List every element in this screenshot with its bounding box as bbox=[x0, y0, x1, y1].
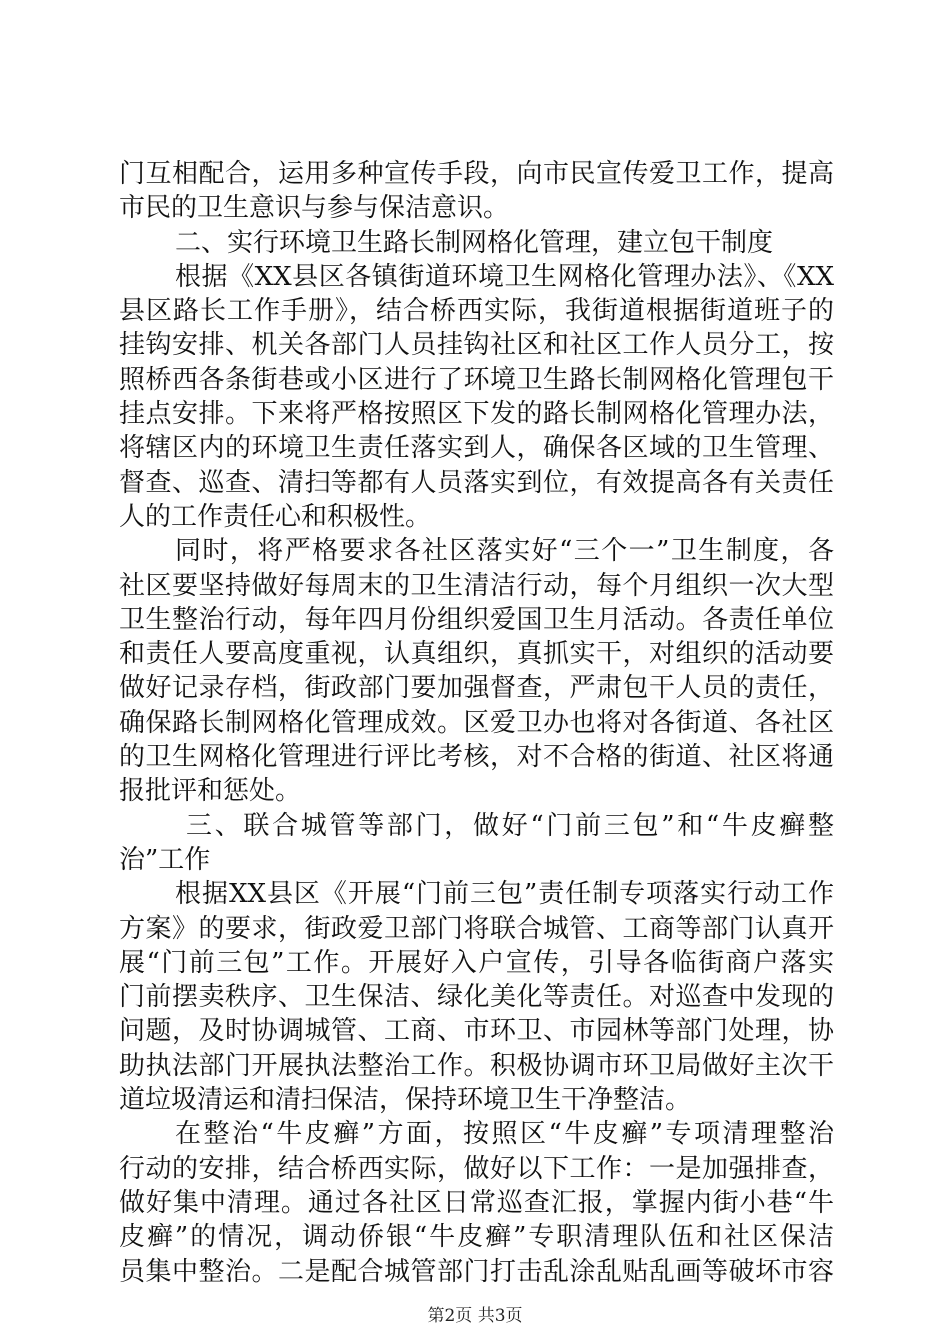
text-line: 道垃圾清运和清扫保洁，保持环境卫生干净整洁。 bbox=[119, 1085, 692, 1116]
section-heading-3: 三、联合城管等部门，做好“门前三包”和“牛皮癣整 bbox=[186, 810, 834, 841]
text-line: 皮癣”的情况，调动侨银“牛皮癣”专职清理队伍和社区保洁 bbox=[119, 1222, 834, 1253]
text-line: 做好记录存档，街政部门要加强督查，严肃包干人员的责任， bbox=[119, 673, 834, 704]
text-line: 县区路长工作手册》，结合桥西实际，我街道根据街道班子的 bbox=[119, 296, 834, 327]
text-line: 挂钩安排、机关各部门人员挂钩社区和社区工作人员分工，按 bbox=[119, 330, 834, 361]
text-line: 挂点安排。下来将严格按照区下发的路长制网格化管理办法， bbox=[119, 399, 834, 430]
text-line: 根据《XX县区各镇街道环境卫生网格化管理办法》、《XX bbox=[175, 261, 834, 292]
text-line: 方案》的要求，街政爱卫部门将联合城管、工商等部门认真开 bbox=[119, 913, 834, 944]
text-line: 展“门前三包”工作。开展好入户宣传，引导各临街商户落实 bbox=[119, 947, 834, 978]
text-line: 做好集中清理。通过各社区日常巡查汇报，掌握内街小巷“牛 bbox=[119, 1187, 834, 1218]
text-line: 问题，及时协调城管、工商、市环卫、市园林等部门处理，协 bbox=[119, 1016, 834, 1047]
text-line: 照桥西各条街巷或小区进行了环境卫生路长制网格化管理包干 bbox=[119, 364, 834, 395]
text-line: 门互相配合，运用多种宣传手段，向市民宣传爱卫工作，提高 bbox=[119, 159, 834, 189]
page-number: 第2页 共3页 bbox=[427, 1306, 523, 1326]
text-line: 员集中整治。二是配合城管部门打击乱涂乱贴乱画等破坏市容 bbox=[119, 1256, 834, 1287]
text-line: 根据XX县区《开展“门前三包”责任制专项落实行动工作 bbox=[175, 879, 834, 910]
text-line: 将辖区内的环境卫生责任落实到人，确保各区域的卫生管理、 bbox=[119, 433, 834, 464]
text-line: 在整治“牛皮癣”方面，按照区“牛皮癣”专项清理整治 bbox=[175, 1119, 834, 1150]
text-line: 市民的卫生意识与参与保洁意识。 bbox=[119, 193, 510, 224]
text-line: 督查、巡查、清扫等都有人员落实到位，有效提高各有关责任 bbox=[119, 467, 834, 498]
text-line: 同时，将严格要求各社区落实好“三个一”卫生制度，各 bbox=[175, 536, 834, 567]
text-line: 行动的安排，结合桥西实际，做好以下工作：一是加强排查， bbox=[119, 1153, 834, 1184]
text-line: 门前摆卖秩序、卫生保洁、绿化美化等责任。对巡查中发现的 bbox=[119, 982, 834, 1013]
text-line: 卫生整治行动，每年四月份组织爱国卫生月活动。各责任单位 bbox=[119, 604, 834, 635]
text-line: 社区要坚持做好每周末的卫生清洁行动，每个月组织一次大型 bbox=[119, 570, 834, 601]
text-line: 人的工作责任心和积极性。 bbox=[119, 501, 432, 532]
body-text bbox=[119, 157, 834, 1289]
page-footer bbox=[0, 1301, 950, 1326]
section-heading-2: 二、实行环境卫生路长制网格化管理，建立包干制度 bbox=[175, 227, 774, 258]
text-line: 和责任人要高度重视，认真组织，真抓实干，对组织的活动要 bbox=[119, 639, 834, 670]
text-line: 报批评和惩处。 bbox=[119, 776, 302, 807]
text-line: 的卫生网格化管理进行评比考核，对不合格的街道、社区将通 bbox=[119, 742, 834, 773]
section-heading-3-cont: 治”工作 bbox=[119, 844, 211, 875]
text-line: 确保路长制网格化管理成效。区爱卫办也将对各街道、各社区 bbox=[119, 707, 834, 738]
text-line: 助执法部门开展执法整治工作。积极协调市环卫局做好主次干 bbox=[119, 1050, 834, 1081]
